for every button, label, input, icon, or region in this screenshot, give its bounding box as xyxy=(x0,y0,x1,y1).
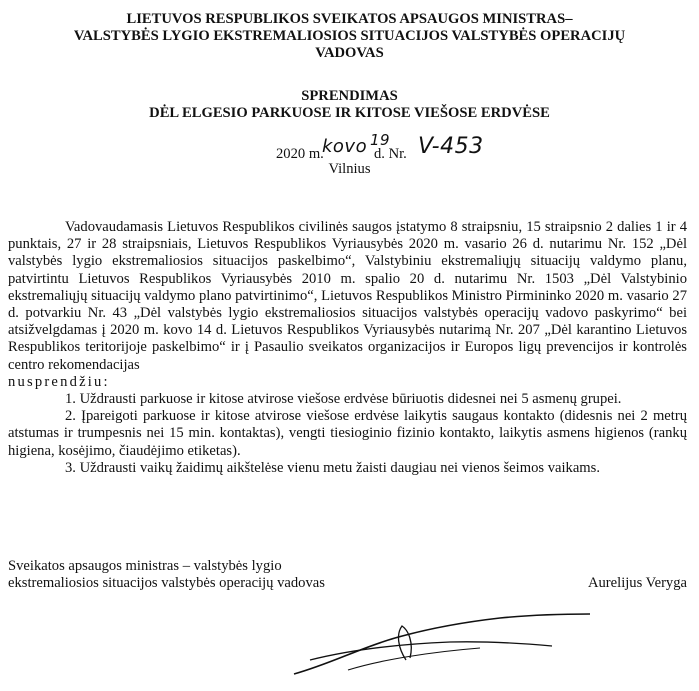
decision-title: DĖL ELGESIO PARKUOSE IR KITOSE VIEŠOSE ERDVĖSE xyxy=(149,105,550,121)
handwritten-number: V-453 xyxy=(418,134,484,159)
header-line-2: VALSTYBĖS LYGIO EKSTREMALIOSIOS SITUACIJOS VALSTYBĖS OPERACIJŲ xyxy=(73,28,626,44)
signatory-name: Aurelijus Veryga xyxy=(587,575,687,591)
item-3: 3. Uždrausti vaikų žaidimų aikštelėse vienu metu žaisti daugiau nei vienos šeimos vaikams. xyxy=(65,459,600,476)
signatory-title xyxy=(8,558,408,592)
handwritten-signature xyxy=(290,608,600,678)
date-number-label: d. Nr. xyxy=(374,146,407,162)
item-2: 2. Įpareigoti parkuose ir kitose atvirose viešose erdvėse laikytis saugaus kontakto (didesnis nei 2 metrų atstumas ir trumpesnis nei 15 min. kontaktas), vengti tiesioginio fizinio kontakto, laikytis asmens higienos (rankų higiena, kosėjimo, čiaudėjimo etiketas). xyxy=(8,408,687,459)
header-line-3: VADOVAS xyxy=(315,45,384,61)
handwritten-day: 19 xyxy=(370,131,391,149)
header-line-1: LIETUVOS RESPUBLIKOS SVEIKATOS APSAUGOS MINISTRAS– xyxy=(126,11,573,27)
signatory-title-line-1: Sveikatos apsaugos ministras – valstybės lygio xyxy=(8,558,282,574)
handwritten-month: kovo xyxy=(322,136,368,157)
date-year: 2020 m. xyxy=(276,146,324,162)
resolve-word: nusprendžiu: xyxy=(8,373,110,390)
signatory-title-line-2: ekstremaliosios situacijos valstybės operacijų vadovas xyxy=(8,575,325,592)
item-1: 1. Uždrausti parkuose ir kitose atvirose viešose erdvėse būriuotis didesnei nei 5 asmenų grupei. xyxy=(65,391,622,408)
decision-label: SPRENDIMAS xyxy=(301,88,398,104)
place-name: Vilnius xyxy=(328,161,371,177)
intro-paragraph: Vadovaudamasis Lietuvos Respublikos civilinės saugos įstatymo 8 straipsniu, 15 straipsnio 2 dalies 1 ir 4 punktais, 27 ir 28 straipsniais, Lietuvos Respublikos Vyriausybės 2020 m. vasario 26 d. nutarimu Nr. 152 „Dėl valstybės lygio ekstremaliosios situacijos paskelbimo“, Valstybiniu ekstremaliųjų situacijų valdymo planu, patvirtintu Lietuvos Respublikos Vyriausybės 2010 m. spalio 20 d. nutarimu Nr. 1503 „Dėl Valstybinio ekstremaliųjų situacijų valdymo plano patvirtinimo“, Lietuvos Respublikos Ministro Pirmininko 2020 m. vasario 27 d. potvarkiu Nr. 43 „Dėl valstybės lygio ekstremaliosios situacijos valstybės operacijų vadovo paskyrimo“ bei atsižvelgdamas į 2020 m. kovo 14 d. Lietuvos Respublikos Vyriausybės nutarimą Nr. 207 „Dėl karantino Lietuvos Respublikos teritorijoje paskelbimo“ ir į Pasaulio sveikatos organizacijos ir Europos ligų prevencijos ir kontrolės centro rekomendacijas xyxy=(8,219,687,373)
decision-body xyxy=(8,219,687,477)
